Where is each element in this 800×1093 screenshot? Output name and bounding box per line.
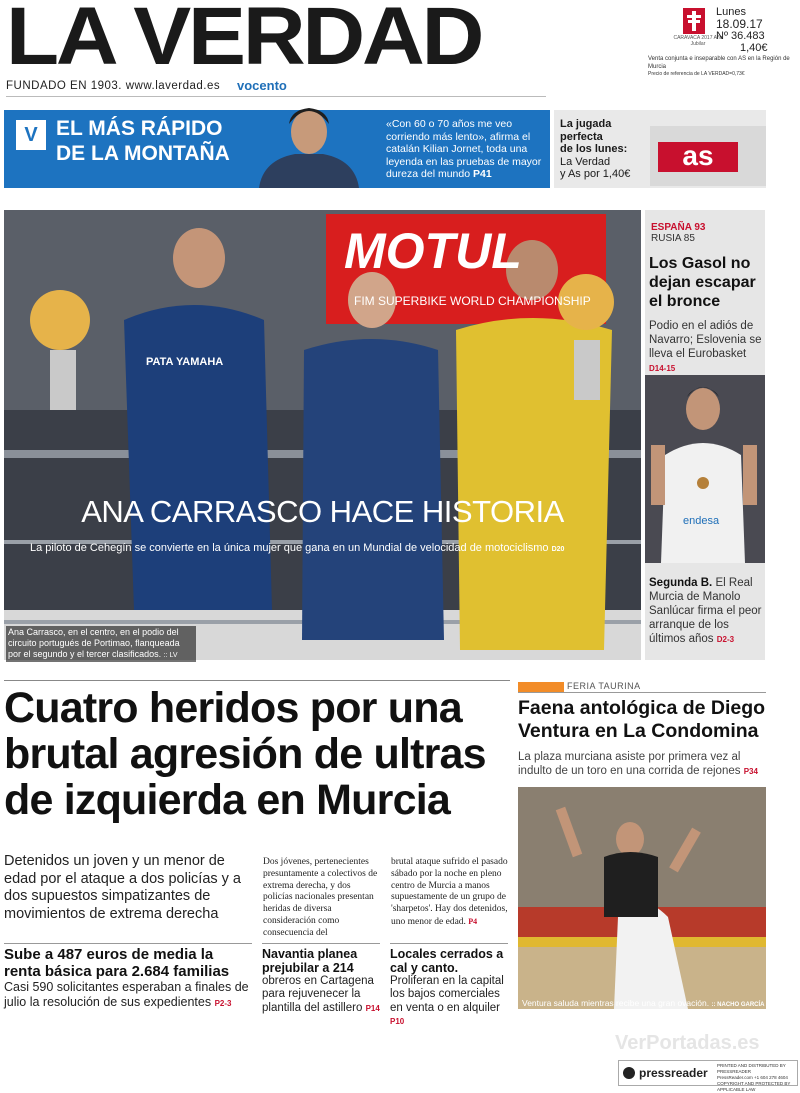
- hero-subtitle-text: La piloto de Cehegín se convierte en la única mujer que gana en un Mundial de velocidad de motociclismo: [30, 542, 549, 554]
- as-promo-line2: perfecta: [560, 130, 603, 143]
- rider-sponsor: PATA YAMAHA: [146, 356, 224, 368]
- pressreader-line2: PressReader.com +1 604 278 4604: [717, 1075, 788, 1080]
- segunda-b-label: Segunda B.: [649, 577, 713, 589]
- segunda-b-text: El Real Murcia de Manolo Sanlúcar firma el peor arranque de los últimos años: [649, 577, 762, 645]
- jersey-text: endesa: [683, 515, 720, 527]
- promo-headline: [56, 116, 256, 166]
- brief-ref: P2-3: [214, 998, 232, 1008]
- brief-title: Locales cerrados a cal y canto.: [390, 947, 504, 975]
- vocento-logo: vocento: [237, 78, 287, 93]
- feria-caption-text: Ventura saluda mientras recibe una gran ovación.: [522, 998, 710, 1008]
- divider: [4, 680, 510, 681]
- pressreader-logo: pressreader: [639, 1066, 708, 1080]
- promo-page-ref: P41: [472, 168, 492, 181]
- segunda-b-brief: [649, 576, 763, 647]
- pressreader-legal: [717, 1063, 797, 1093]
- rejoneador-photo[interactable]: [518, 787, 766, 1009]
- as-promo-line1: La jugada: [560, 118, 612, 130]
- main-body-ref: P4: [468, 916, 478, 926]
- sidebar-text-body: Podio en el adiós de Navarro; Eslovenia se lleva el Eurobasket: [649, 320, 762, 360]
- brief-ref: P10: [390, 1016, 405, 1026]
- promo-banner[interactable]: [4, 110, 550, 188]
- main-body-col2-text: brutal ataque sufrido el pasado sábado por la noche en pleno centro de Murcia a manos supuestamente de un grupo de 'sharpetos'. Hay dos detenidos, uno menor de edad.: [391, 857, 508, 927]
- section-color-bar: [518, 682, 564, 692]
- main-body-col1: Dos jóvenes, pertenecientes presuntamente a colectivos de extrema derecha, y dos policías nacionales presentan heridas de diversa consideración como consecuencia del: [263, 857, 378, 938]
- feria-caption-credit: :: NACHO GARCÍA: [711, 1002, 765, 1008]
- sales-note: [648, 56, 798, 79]
- as-promo[interactable]: [554, 110, 766, 188]
- as-newspaper-image: [650, 126, 766, 186]
- score-russia: RUSIA 85: [651, 233, 695, 244]
- pressreader-line3: COPYRIGHT AND PROTECTED BY APPLICABLE LAW: [717, 1081, 791, 1092]
- date: 18.09.17: [716, 17, 763, 31]
- kilian-jornet-photo: [249, 84, 369, 188]
- sidebar-text: [649, 319, 763, 376]
- brief-title: Sube a 487 euros de media la renta básica para 2.684 familias: [4, 946, 230, 980]
- hero-subtitle: [30, 542, 620, 554]
- hero-caption-credit: :: LV: [163, 652, 178, 659]
- hero-caption: [6, 626, 196, 662]
- pressreader-badge[interactable]: [618, 1060, 798, 1092]
- date-box: [716, 6, 800, 54]
- feria-caption: [522, 998, 765, 1008]
- hero-headline[interactable]: ANA CARRASCO HACE HISTORIA: [81, 494, 564, 529]
- as-promo-line3: de los lunes:: [560, 143, 628, 155]
- pressreader-icon: [623, 1067, 635, 1079]
- score-spain: ESPAÑA 93: [651, 222, 706, 233]
- masthead: [0, 0, 800, 100]
- section-label: FERIA TAURINA: [567, 681, 641, 691]
- watermark: VerPortadas.es: [615, 1032, 760, 1054]
- main-body-col2: [391, 857, 509, 929]
- feria-text: [518, 750, 768, 779]
- caravaca-cross-icon: [683, 8, 705, 34]
- gasol-photo: [645, 375, 765, 563]
- hero-subtitle-ref: D20: [551, 546, 565, 553]
- feria-text-body: La plaza murciana asiste por primera vez al indulto de un toro en una corrida de rejones: [518, 751, 741, 777]
- issue-number: Nº 36.483: [716, 30, 765, 42]
- tagline: [6, 80, 220, 92]
- website-link[interactable]: www.laverdad.es: [125, 80, 221, 92]
- weekday: Lunes: [716, 6, 746, 18]
- brief-ref: P14: [365, 1003, 380, 1013]
- sidebar-text-ref: D14-15: [649, 364, 676, 373]
- price-note-text: Precio de referencia de LA VERDAD=0,73€: [648, 71, 745, 77]
- hero-photo[interactable]: [4, 210, 641, 660]
- banner-subtitle: FIM SUPERBIKE WORLD CHAMPIONSHIP: [354, 294, 591, 308]
- caravaca-label: CARAVACA 2017 Año Jubilar: [673, 35, 723, 47]
- sales-note-text: Venta conjunta e inseparable con AS en la Región de Murcia: [648, 56, 790, 70]
- pressreader-line1: PRINTED AND DISTRIBUTED BY PRESSREADER: [717, 1063, 786, 1074]
- v-badge: V: [16, 120, 46, 150]
- price: 1,40€: [740, 42, 768, 54]
- promo-quote: [386, 118, 546, 181]
- as-promo-line5: y As por 1,40€: [560, 168, 631, 180]
- promo-quote-text: «Con 60 o 70 años me veo corriendo más lento», afirma el catalán Kilian Jornet, toda una leyenda en las pruebas de mayor dureza del mundo: [386, 118, 542, 181]
- brief-locales[interactable]: [390, 943, 508, 1028]
- brief-title: Navantia planea prejubilar a 214: [262, 947, 358, 975]
- feria-headline[interactable]: Faena antológica de Diego Ventura en La Condomina: [518, 697, 766, 742]
- promo-headline-line1: EL MÁS RÁPIDO: [56, 117, 223, 140]
- sidebar-basketball[interactable]: [645, 210, 765, 660]
- brief-renta-basica[interactable]: [4, 943, 252, 1011]
- segunda-b-ref: D2-3: [716, 635, 735, 644]
- as-promo-text: [560, 118, 650, 181]
- founded-text: FUNDADO EN 1903.: [6, 80, 123, 92]
- brief-text: Casi 590 solicitantes esperaban a finales de julio la resolución de sus expedientes: [4, 980, 249, 1009]
- as-promo-line4: La Verdad: [560, 155, 611, 168]
- brief-text: obreros en Cartagena para rejuvenecer la plantilla del astillero: [262, 975, 374, 1014]
- as-logo: as: [658, 142, 738, 172]
- main-lead: Detenidos un joven y un menor de edad por el ataque a dos policías y a dos supuestos simpatizantes de movimientos de extrema derecha: [4, 853, 241, 922]
- brief-navantia[interactable]: [262, 943, 380, 1015]
- feria-ref: P34: [743, 767, 758, 776]
- main-headline[interactable]: Cuatro heridos por una brutal agresión de ultras de izquierda en Murcia: [4, 684, 486, 824]
- motul-banner: MOTUL: [344, 223, 522, 279]
- hero-caption-text: Ana Carrasco, en el centro, en el podio del circuito portugués de Portimao, flanqueada por el segundo y el tercer clasificados.: [8, 627, 180, 659]
- newspaper-logo: LA VERDAD: [6, 0, 482, 82]
- divider: [518, 692, 766, 693]
- brief-text: Proliferan en la capital los bajos comerciales en venta o en alquiler: [390, 975, 504, 1014]
- promo-headline-line2: DE LA MONTAÑA: [56, 142, 230, 165]
- podium-illustration: [4, 210, 641, 660]
- sidebar-headline: Los Gasol no dejan escapar el bronce: [649, 255, 756, 310]
